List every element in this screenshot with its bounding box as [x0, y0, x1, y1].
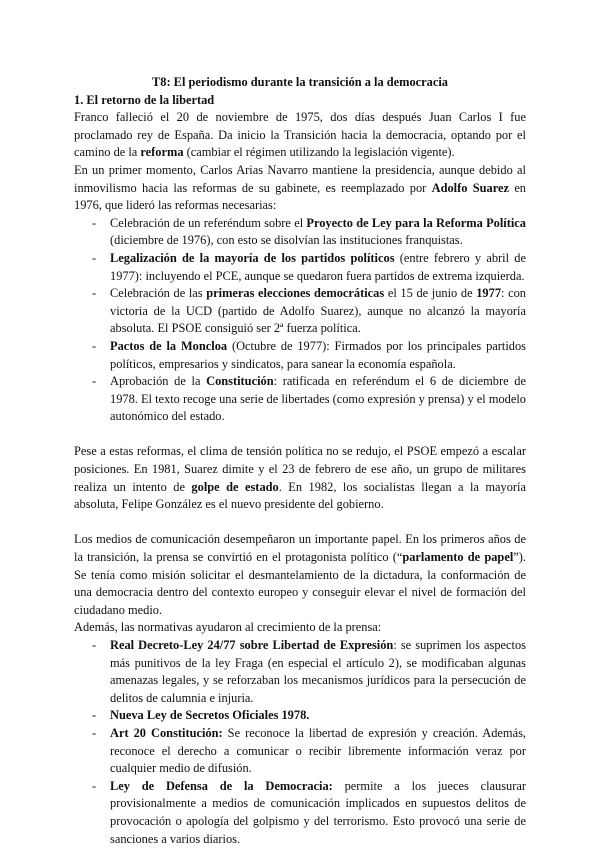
list-item: - Celebración de las primeras elecciones democráticas el 15 de junio de 1977: con victoria de la UCD (partido de Adolfo Suarez), aunque no alcanzó la mayoría absoluta. El PSOE consiguió ser 2ª fuerza política.: [92, 286, 526, 336]
document-title: T8: El periodismo durante la transición a la democracia: [152, 75, 448, 89]
list-item: - Celebración de un referéndum sobre el Proyecto de Ley para la Reforma Política (diciembre de 1976), con esto se disolvían las instituciones franquistas.: [92, 215, 526, 248]
list-item: - Pactos de la Moncloa (Octubre de 1977): Firmados por los principales partidos políticos, empresarios y sindicatos, para sanear la economía española.: [92, 338, 526, 371]
paragraph-arias-navarro: En un primer momento, Carlos Arias Navarro mantiene la presidencia, aunque debido al inmovilismo hacia las reformas de su gabinete, es reemplazado por Adolfo Suarez en 1976, que lideró las reformas necesarias:: [74, 162, 527, 213]
paragraph-golpe: Pese a estas reformas, el clima de tensión política no se redujo, el PSOE empezó a escalar posiciones. En 1981, Suarez dimite y el 23 de febrero de ese año, un grupo de militares realiza un intento de golpe de estado. En 1982, los socialistas llegan a la mayoría absoluta, Felipe González es el nuevo presidente del gobierno.: [74, 444, 526, 512]
paragraph-medios: Los medios de comunicación desempeñaron un importante papel. En los primeros años de la transición, la prensa se convirtió en el protagonista político (“parlamento de papel”). Se tenía como misión solicitar el desmantelamiento de la dictadura, la conformación de una democracia dentro del contexto europeo y conseguir elevar el nivel de formación del ciudadano medio.: [74, 532, 526, 617]
document-content: [74, 74, 526, 848]
list-item: - Nueva Ley de Secretos Oficiales 1978.: [92, 708, 310, 723]
reforms-list: [74, 215, 526, 426]
paragraph-normativas: Además, las normativas ayudaron al crecimiento de la prensa:: [74, 620, 382, 635]
list-item: - Art 20 Constitución: Se reconoce la libertad de expresión y creación. Además, reconoce el derecho a comunicar o recibir libremente información veraz por cualquier medio de difusión.: [92, 725, 526, 776]
list-item: - Legalización de la mayoría de los partidos políticos (entre febrero y abril de 1977): incluyendo el PCE, aunque se quedaron fuera partidos de extrema izquierda.: [92, 250, 526, 283]
list-item: - Aprobación de la Constitución: ratificada en referéndum el 6 de diciembre de 1978. El texto recoge una serie de libertades (como expresión y prensa) y el modelo autonómico del estado.: [92, 374, 526, 424]
section-heading: 1. El retorno de la libertad: [74, 92, 215, 107]
list-item: - Ley de Defensa de la Democracia: permite a los jueces clausurar provisionalmente a medios de comunicación implicados en supuestos delitos de provocación o apología del golpismo y del terrorismo. Esto provocó una serie de sanciones a varios diarios.: [92, 778, 526, 846]
paragraph-franco: Franco falleció el 20 de noviembre de 1975, dos días después Juan Carlos I fue proclamado rey de España. Da inicio la Transición hacia la democracia, optando por el camino de la reforma (cambiar el régimen utilizando la legislación vigente).: [74, 110, 526, 160]
laws-list: [74, 637, 526, 848]
list-item: - Real Decreto-Ley 24/77 sobre Libertad de Expresión: se suprimen los aspectos más punitivos de la ley Fraga (en especial el artículo 2), se modificaban algunas amenazas legales, y se reforzaban los mecanismos jurídicos para la persecución de delitos de calumnia e injuria.: [92, 638, 526, 705]
